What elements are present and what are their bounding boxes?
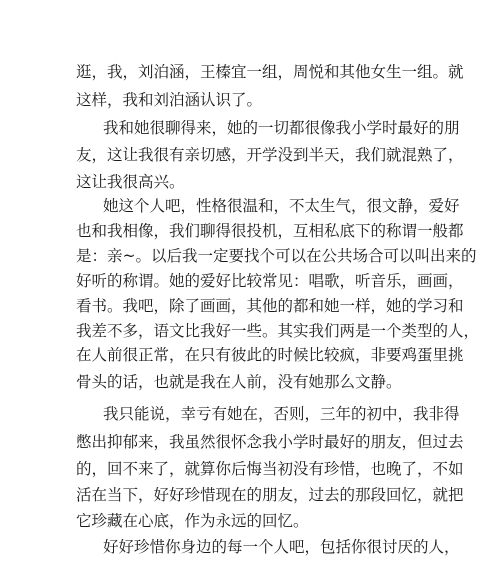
text-line-13: 骨头的话，也就是我在人前，没有她那么文静。	[76, 373, 402, 391]
text-line-17: 活在当下，好好珍惜现在的朋友，过去的那段回忆，就把	[76, 486, 464, 504]
text-line-10: 看书。我吧，除了画画，其他的都和她一样，她的学习和	[76, 297, 464, 315]
text-line-15: 憋出抑郁来，我虽然很怀念我小学时最好的朋友，但过去	[76, 433, 464, 451]
text-line-7: 也和我相像，我们聊得很投机，互相私底下的称谓一般都	[76, 222, 464, 240]
text-line-9: 好听的称谓。她的爱好比较常见：唱歌，听音乐，画画，	[76, 272, 464, 290]
text-line-4: 友，这让我很有亲切感，开学没到半天，我们就混熟了，	[76, 146, 464, 164]
text-line-5: 这让我很高兴。	[76, 173, 185, 191]
text-line-16: 的，回不来了，就算你后悔当初没有珍惜，也晚了，不如	[76, 460, 464, 478]
text-line-6: 她这个人吧，性格很温和，不太生气，很文静，爱好	[103, 197, 460, 215]
text-line-19: 好好珍惜你身边的每一个人吧，包括你很讨厌的人，	[103, 538, 460, 556]
text-line-18: 它珍藏在心底，作为永远的回忆。	[76, 512, 309, 530]
text-line-14: 我只能说，幸亏有她在，否则，三年的初中，我非得	[103, 405, 460, 423]
text-line-12: 在人前很正常，在只有彼此的时候比较疯，非要鸡蛋里挑	[76, 346, 464, 364]
text-line-1: 逛，我，刘泊涵，王榛宜一组，周悦和其他女生一组。就	[76, 63, 464, 81]
text-line-8: 是：亲~。以后我一定要找个可以在公共场合可以叫出来的	[76, 247, 477, 265]
text-line-3: 我和她很聊得来，她的一切都很像我小学时最好的朋	[103, 119, 460, 137]
text-line-2: 这样，我和刘泊涵认识了。	[76, 91, 263, 109]
text-line-11: 我差不多，语文比我好一些。其实我们两是一个类型的人，	[76, 322, 480, 340]
